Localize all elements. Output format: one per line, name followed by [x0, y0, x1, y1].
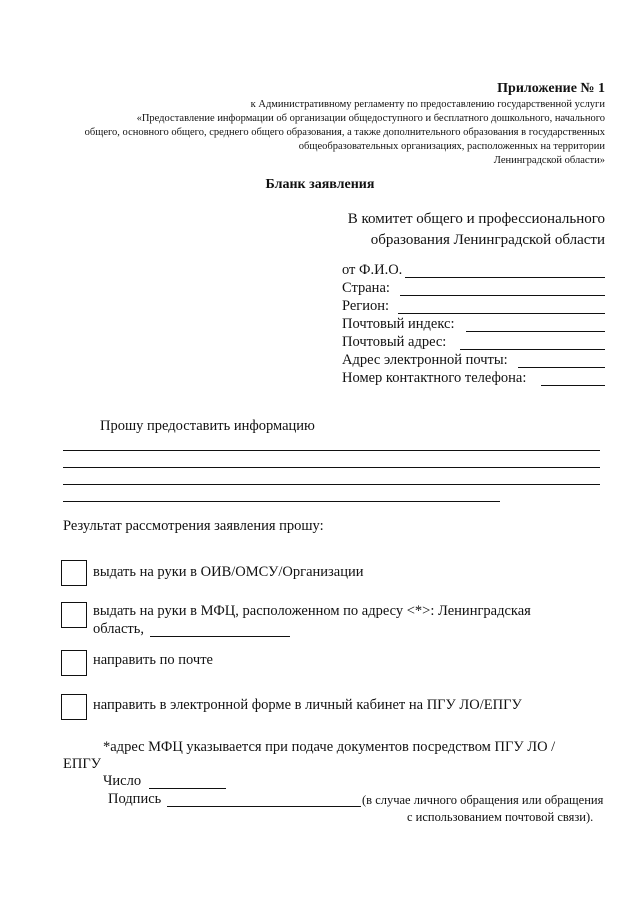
field-country-line[interactable]	[400, 295, 605, 296]
option-post-label: направить по почте	[93, 652, 213, 668]
field-region-label: Регион:	[342, 298, 390, 314]
option-checkbox-mfc[interactable]	[61, 602, 87, 628]
option-mfc-region-label: область,	[93, 621, 144, 637]
footnote-line-2: ЕПГУ	[63, 756, 101, 772]
addressee-line-1: В комитет общего и профессионального	[347, 211, 605, 227]
field-postal-address-label: Почтовый адрес:	[342, 334, 447, 350]
request-line-2[interactable]	[63, 467, 600, 468]
signature-note-line-1: (в случае личного обращения или обращения	[362, 793, 604, 807]
result-label: Результат рассмотрения заявления прошу:	[63, 518, 324, 534]
option-checkbox-electronic[interactable]	[61, 694, 87, 720]
appendix-line-2: «Предоставление информации об организации общедоступного и бесплатного дошкольного, начального	[136, 113, 605, 124]
option-mfc-label: выдать на руки в МФЦ, расположенном по адресу <*>: Ленинградская	[93, 603, 531, 619]
appendix-line-5: Ленинградской области»	[493, 155, 605, 166]
field-phone-label: Номер контактного телефона:	[342, 370, 527, 386]
option-checkbox-oiv[interactable]	[61, 560, 87, 586]
field-postcode-label: Почтовый индекс:	[342, 316, 455, 332]
request-line-4[interactable]	[63, 501, 500, 502]
form-title: Бланк заявления	[265, 177, 375, 192]
request-line-1[interactable]	[63, 450, 600, 451]
appendix-title: Приложение № 1	[497, 81, 605, 96]
option-checkbox-post[interactable]	[61, 650, 87, 676]
appendix-line-4: общеобразовательных организациях, расположенных на территории	[298, 141, 605, 152]
date-line[interactable]	[149, 788, 226, 789]
signature-line[interactable]	[167, 806, 361, 807]
field-email-line[interactable]	[518, 367, 605, 368]
appendix-line-3: общего, основного общего, среднего общего образования, а также дополнительного образования в государственных	[84, 127, 605, 138]
request-label: Прошу предоставить информацию	[100, 418, 315, 434]
signature-label: Подпись	[108, 791, 162, 807]
request-line-3[interactable]	[63, 484, 600, 485]
field-country-label: Страна:	[342, 280, 390, 296]
date-label: Число	[103, 773, 142, 789]
field-postal-address-line[interactable]	[460, 349, 605, 350]
field-phone-line[interactable]	[541, 385, 605, 386]
field-postcode-line[interactable]	[466, 331, 605, 332]
addressee-line-2: образования Ленинградской области	[370, 232, 605, 248]
option-electronic-label: направить в электронной форме в личный кабинет на ПГУ ЛО/ЕПГУ	[93, 697, 522, 713]
appendix-line-1: к Административному регламенту по предоставлению государственной услуги	[250, 99, 605, 110]
field-fio-label: от Ф.И.О.	[342, 262, 403, 278]
signature-note-line-2: с использованием почтовой связи).	[407, 810, 594, 824]
footnote-line-1: *адрес МФЦ указывается при подаче документов посредством ПГУ ЛО /	[103, 739, 556, 755]
field-email-label: Адрес электронной почты:	[342, 352, 508, 368]
option-mfc-address-line[interactable]	[150, 636, 290, 637]
field-region-line[interactable]	[398, 313, 605, 314]
field-fio-line[interactable]	[405, 277, 605, 278]
option-oiv-label: выдать на руки в ОИВ/ОМСУ/Организации	[93, 564, 364, 580]
